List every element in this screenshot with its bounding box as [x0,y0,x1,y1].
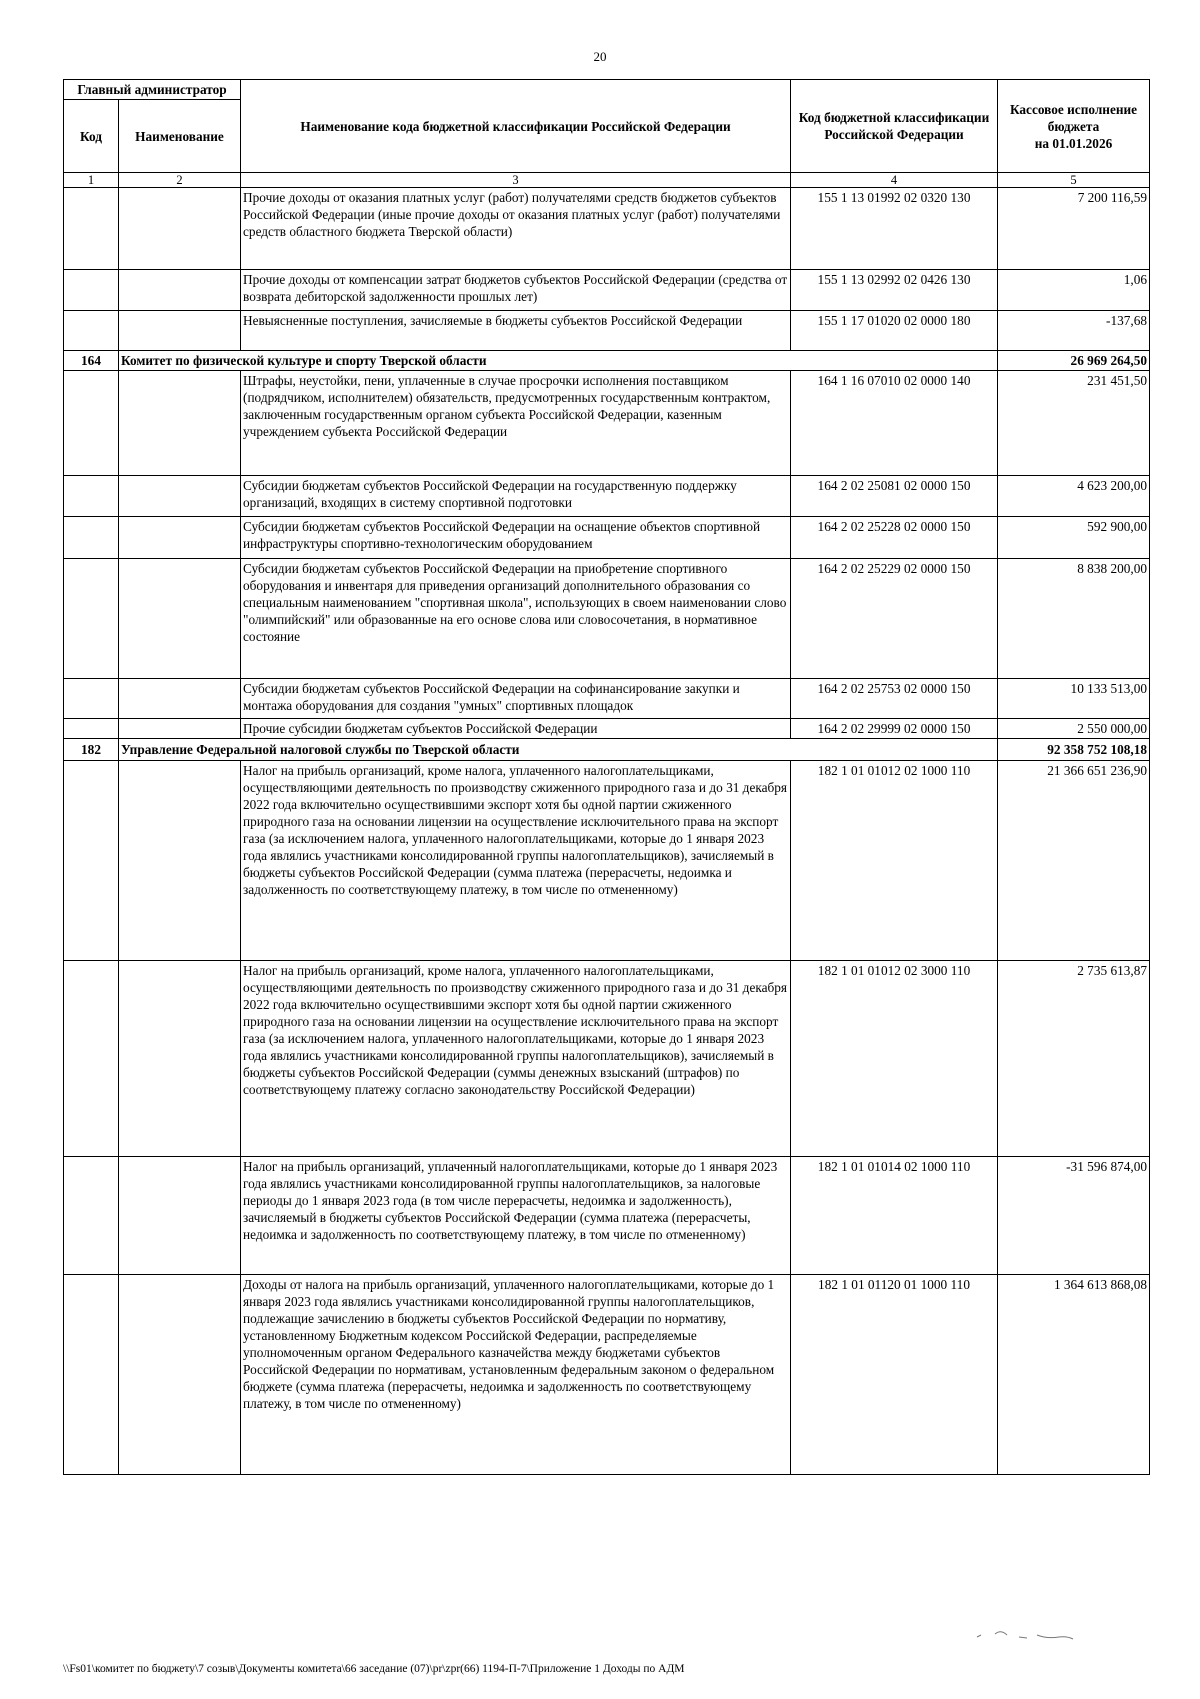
header-execution-line3: на 01.01.2026 [1034,135,1113,151]
admin-code-cell [64,476,119,517]
budget-code-cell: 155 1 13 02992 02 0426 130 [791,270,998,311]
column-number: 4 [791,173,998,188]
classification-name-cell: Невыясненные поступления, зачисляемые в бюджеты субъектов Российской Федерации [241,311,791,351]
admin-code-cell [64,1157,119,1275]
admin-code-cell [64,679,119,719]
classification-name-cell: Субсидии бюджетам субъектов Российской Федерации на оснащение объектов спортивной инфраструктуры спортивно-технологическим оборудованием [241,517,791,559]
amount-cell: 1 364 613 868,08 [998,1275,1150,1475]
amount-cell: 26 969 264,50 [998,351,1150,371]
budget-code-cell: 182 1 01 01012 02 1000 110 [791,761,998,961]
header-budget-code: Код бюджетной классификации Российской Федерации [791,80,998,173]
classification-name-cell: Доходы от налога на прибыль организаций, уплаченного налогоплательщиками, которые до 1 января 2023 года являлись участниками консолидированной группы налогоплательщиков, подлежащие зачислению в бюджеты субъектов Российской Федерации по нормативу, установленному Бюджетным кодексом Российской Федерации, распределяемые уполномоченным органом Федерального казначейства между бюджетами субъектов Российской Федерации по нормативам, установленным федеральным законом о федеральном бюджете (сумма платежа (перерасчеты, недоимка и задолженность по соответствующему платежу, в том числе по отмененному) [241,1275,791,1475]
administrator-group-row [64,351,1150,371]
header-execution [998,80,1150,173]
amount-cell: 1,06 [998,270,1150,311]
admin-code-cell [64,1275,119,1475]
table-row [64,311,1150,351]
table-row [64,1157,1150,1275]
admin-name-cell [119,1275,241,1475]
administrator-group-row [64,739,1150,761]
admin-name-cell [119,188,241,270]
table-header [64,80,1150,188]
classification-name-cell: Субсидии бюджетам субъектов Российской Федерации на софинансирование закупки и монтажа оборудования для создания "умных" спортивных площадок [241,679,791,719]
classification-name-cell: Прочие доходы от оказания платных услуг (работ) получателями средств бюджетов субъектов Российской Федерации (иные прочие доходы от оказания платных услуг (работ) получателями средств областного бюджета Тверской области) [241,188,791,270]
admin-code-cell [64,559,119,679]
amount-cell: -137,68 [998,311,1150,351]
admin-name-cell [119,517,241,559]
amount-cell: 10 133 513,00 [998,679,1150,719]
table-row [64,1275,1150,1475]
budget-code-cell: 164 2 02 25229 02 0000 150 [791,559,998,679]
table-row [64,371,1150,476]
admin-name-cell [119,679,241,719]
header-execution-line1: Кассовое исполнение [1009,101,1138,117]
admin-name-cell [119,961,241,1157]
classification-name-cell: Субсидии бюджетам субъектов Российской Федерации на государственную поддержку организаций, входящих в систему спортивной подготовки [241,476,791,517]
admin-code-cell: 182 [64,739,119,761]
table-row [64,517,1150,559]
header-main-administrator: Главный администратор [64,80,241,100]
table-row [64,476,1150,517]
classification-name-cell: Прочие субсидии бюджетам субъектов Российской Федерации [241,719,791,739]
admin-name-cell [119,761,241,961]
amount-cell: 7 200 116,59 [998,188,1150,270]
admin-code-cell [64,761,119,961]
column-number: 2 [119,173,241,188]
budget-code-cell: 164 2 02 29999 02 0000 150 [791,719,998,739]
classification-name-cell: Налог на прибыль организаций, кроме налога, уплаченного налогоплательщиками, осуществляющими деятельность по производству сжиженного природного газа и до 31 декабря 2022 года включительно осуществившими экспорт хотя бы одной партии сжиженного природного газа на основании лицензии на осуществление исключительного права на экспорт газа (за исключением налога, уплаченного налогоплательщиками, которые до 1 января 2023 года являлись участниками консолидированной группы налогоплательщиков), зачисляемый в бюджеты субъектов Российской Федерации (сумма платежа (перерасчеты, недоимка и задолженность по соответствующему платежу, в том числе по отмененному) [241,761,791,961]
admin-code-cell [64,719,119,739]
budget-code-cell: 164 2 02 25081 02 0000 150 [791,476,998,517]
admin-name-cell: Управление Федеральной налоговой службы по Тверской области [119,739,998,761]
admin-name-cell [119,311,241,351]
admin-name-cell: Комитет по физической культуре и спорту Тверской области [119,351,998,371]
classification-name-cell: Субсидии бюджетам субъектов Российской Федерации на приобретение спортивного оборудования и инвентаря для приведения организаций дополнительного образования со специальным наименованием "спортивная школа", использующих в своем наименовании слово "олимпийский" или образованные на его основе слова или словосочетания, в нормативное состояние [241,559,791,679]
amount-cell: 8 838 200,00 [998,559,1150,679]
amount-cell: 231 451,50 [998,371,1150,476]
header-classification-name: Наименование кода бюджетной классификации Российской Федерации [241,80,791,173]
table-body [64,188,1150,1475]
admin-code-cell [64,311,119,351]
admin-code-cell [64,188,119,270]
budget-revenue-table [63,79,1150,1475]
table-row [64,270,1150,311]
admin-name-cell [119,270,241,311]
column-number: 3 [241,173,791,188]
table-row [64,188,1150,270]
budget-code-cell: 164 2 02 25753 02 0000 150 [791,679,998,719]
amount-cell: -31 596 874,00 [998,1157,1150,1275]
header-code: Код [64,100,119,173]
budget-code-cell: 182 1 01 01012 02 3000 110 [791,961,998,1157]
footer-file-path: \\Fs01\комитет по бюджету\7 созыв\Документы комитета\66 заседание (07)\pr\zpr(66) 1194-П-7\Приложение 1 Доходы по АДМ [63,1663,685,1675]
table-row [64,559,1150,679]
admin-code-cell [64,371,119,476]
table-row [64,719,1150,739]
signature-scribble-icon [975,1625,1085,1647]
table-row [64,761,1150,961]
budget-code-cell: 164 1 16 07010 02 0000 140 [791,371,998,476]
column-number: 5 [998,173,1150,188]
amount-cell: 21 366 651 236,90 [998,761,1150,961]
admin-name-cell [119,719,241,739]
admin-code-cell [64,517,119,559]
column-number-row [64,173,1150,188]
admin-name-cell [119,371,241,476]
table-row [64,679,1150,719]
budget-code-cell: 182 1 01 01014 02 1000 110 [791,1157,998,1275]
classification-name-cell: Налог на прибыль организаций, уплаченный налогоплательщиками, которые до 1 января 2023 года являлись участниками консолидированной группы налогоплательщиков, за налоговые периоды до 1 января 2023 года (в том числе перерасчеты, недоимка и задолженность), зачисляемый в бюджеты субъектов Российской Федерации (сумма платежа (перерасчеты, недоимка и задолженность по соответствующему платежу, в том числе по отмененному) [241,1157,791,1275]
classification-name-cell: Прочие доходы от компенсации затрат бюджетов субъектов Российской Федерации (средства от возврата дебиторской задолженности прошлых лет) [241,270,791,311]
page-number: 20 [593,49,607,64]
amount-cell: 2 550 000,00 [998,719,1150,739]
admin-code-cell [64,270,119,311]
classification-name-cell: Штрафы, неустойки, пени, уплаченные в случае просрочки исполнения поставщиком (подрядчиком, исполнителем) обязательств, предусмотренных государственным контрактом, заключенным государственным органом субъекта Российской Федерации, казенным учреждением субъекта Российской Федерации [241,371,791,476]
budget-code-cell: 155 1 17 01020 02 0000 180 [791,311,998,351]
amount-cell: 92 358 752 108,18 [998,739,1150,761]
header-execution-line2: бюджета [1047,118,1100,134]
table-row [64,961,1150,1157]
admin-name-cell [119,1157,241,1275]
admin-code-cell [64,961,119,1157]
admin-name-cell [119,476,241,517]
budget-code-cell: 182 1 01 01120 01 1000 110 [791,1275,998,1475]
classification-name-cell: Налог на прибыль организаций, кроме налога, уплаченного налогоплательщиками, осуществляющими деятельность по производству сжиженного природного газа и до 31 декабря 2022 года включительно осуществившими экспорт хотя бы одной партии сжиженного природного газа на основании лицензии на осуществление исключительного права на экспорт газа (за исключением налога, уплаченного налогоплательщиками, которые до 1 января 2023 года являлись участниками консолидированной группы налогоплательщиков), зачисляемый в бюджеты субъектов Российской Федерации (суммы денежных взысканий (штрафов) по соответствующему платежу согласно законодательству Российской Федерации) [241,961,791,1157]
budget-code-cell: 164 2 02 25228 02 0000 150 [791,517,998,559]
amount-cell: 2 735 613,87 [998,961,1150,1157]
amount-cell: 592 900,00 [998,517,1150,559]
amount-cell: 4 623 200,00 [998,476,1150,517]
header-name: Наименование [119,100,241,173]
column-number: 1 [64,173,119,188]
admin-name-cell [119,559,241,679]
budget-code-cell: 155 1 13 01992 02 0320 130 [791,188,998,270]
admin-code-cell: 164 [64,351,119,371]
